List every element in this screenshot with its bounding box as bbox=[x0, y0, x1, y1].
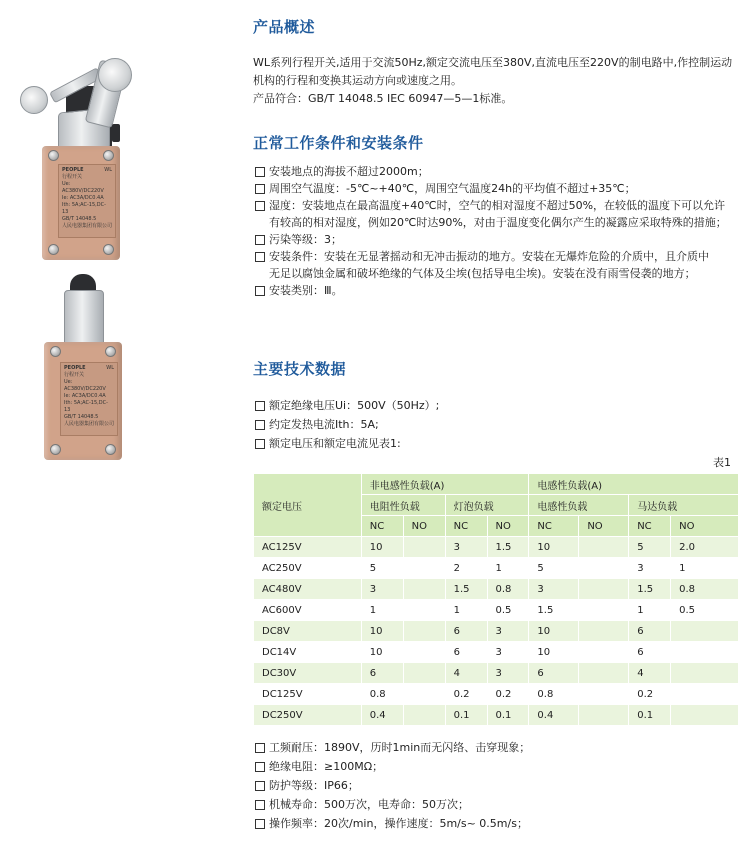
current-cell: 10 bbox=[361, 621, 403, 642]
current-cell: 0.2 bbox=[445, 684, 487, 705]
current-cell bbox=[579, 537, 629, 558]
current-cell: 0.5 bbox=[671, 600, 739, 621]
current-cell bbox=[403, 600, 445, 621]
list-item: 安装地点的海拔不超过2000m； bbox=[253, 163, 741, 180]
current-cell: 1.5 bbox=[487, 537, 529, 558]
checkbox-icon bbox=[255, 286, 265, 296]
current-cell bbox=[671, 705, 739, 726]
inductive-load-header: 电感性负载 bbox=[529, 495, 629, 516]
list-item: 防护等级：IP66； bbox=[253, 776, 741, 795]
voltage-cell: AC600V bbox=[254, 600, 362, 621]
current-cell: 0.1 bbox=[487, 705, 529, 726]
current-cell bbox=[403, 684, 445, 705]
current-cell: 1.5 bbox=[629, 579, 671, 600]
current-cell bbox=[579, 705, 629, 726]
checkbox-icon bbox=[255, 743, 265, 753]
voltage-cell: AC250V bbox=[254, 558, 362, 579]
overview-text: WL系列行程开关,适用于交流50Hz,额定交流电压至380V,直流电压至220V的制电路中,作控制运动机构的行程和变换其运动方向或速度之用。 bbox=[253, 56, 733, 87]
table-row bbox=[254, 579, 739, 600]
nc-header: NC bbox=[529, 516, 579, 537]
current-cell: 5 bbox=[629, 537, 671, 558]
no-header: NO bbox=[403, 516, 445, 537]
current-cell: 6 bbox=[629, 642, 671, 663]
list-item: 绝缘电阻：≥100MΩ； bbox=[253, 757, 741, 776]
list-item: 额定绝缘电压Ui：500V（50Hz）; bbox=[253, 396, 741, 415]
current-cell: 3 bbox=[487, 621, 529, 642]
brand-text: PEOPLE bbox=[62, 167, 84, 173]
current-cell bbox=[403, 705, 445, 726]
spec-line: Ie: AC3A/DC0.4A bbox=[62, 195, 104, 201]
current-cell bbox=[579, 600, 629, 621]
conditions-title: 正常工作条件和安装条件 bbox=[253, 134, 424, 152]
table-body bbox=[254, 537, 739, 726]
current-cell: 0.1 bbox=[445, 705, 487, 726]
current-cell: 6 bbox=[529, 663, 579, 684]
checkbox-icon bbox=[255, 420, 265, 430]
current-cell: 5 bbox=[361, 558, 403, 579]
motor-header: 马达负载 bbox=[629, 495, 739, 516]
voltage-cell: DC250V bbox=[254, 705, 362, 726]
list-item: 额定电压和额定电流见表1: bbox=[253, 434, 741, 453]
conditions-list bbox=[253, 163, 741, 299]
spec-line: GB/T 14048.5 bbox=[64, 414, 99, 420]
current-cell: 0.5 bbox=[487, 600, 529, 621]
table-row bbox=[254, 600, 739, 621]
checkbox-icon bbox=[255, 439, 265, 449]
checkbox-icon bbox=[255, 184, 265, 194]
current-cell bbox=[403, 537, 445, 558]
current-cell: 10 bbox=[361, 537, 403, 558]
spec-line: 人民电器集团有限公司 bbox=[62, 223, 113, 229]
checkbox-icon bbox=[255, 201, 265, 211]
nc-header: NC bbox=[445, 516, 487, 537]
plunger-switch-image bbox=[0, 270, 245, 470]
current-cell: 0.4 bbox=[361, 705, 403, 726]
current-cell: 0.2 bbox=[629, 684, 671, 705]
voltage-cell: AC125V bbox=[254, 537, 362, 558]
nameplate bbox=[60, 362, 118, 436]
checkbox-icon bbox=[255, 252, 265, 262]
current-cell: 1 bbox=[361, 600, 403, 621]
current-cell: 1 bbox=[487, 558, 529, 579]
table-row bbox=[254, 684, 739, 705]
current-cell: 1.5 bbox=[529, 600, 579, 621]
current-cell: 6 bbox=[361, 663, 403, 684]
table-row bbox=[254, 558, 739, 579]
voltage-cell: AC480V bbox=[254, 579, 362, 600]
tech-title: 主要技术数据 bbox=[253, 360, 347, 378]
checkbox-icon bbox=[255, 781, 265, 791]
no-header: NO bbox=[671, 516, 739, 537]
current-cell: 0.8 bbox=[671, 579, 739, 600]
no-header: NO bbox=[487, 516, 529, 537]
overview-paragraph bbox=[253, 54, 733, 108]
inductive-header: 电感性负载(A) bbox=[529, 474, 739, 495]
overview-title: 产品概述 bbox=[253, 18, 316, 36]
current-cell: 1 bbox=[445, 600, 487, 621]
current-cell: 0.2 bbox=[487, 684, 529, 705]
roller-lever-switch-image bbox=[0, 0, 245, 270]
list-item: 周围空气温度：-5℃~+40℃，周围空气温度24h的平均值不超过+35℃； bbox=[253, 180, 741, 197]
current-cell bbox=[403, 663, 445, 684]
current-cell: 6 bbox=[445, 621, 487, 642]
noninductive-header: 非电感性负载(A) bbox=[361, 474, 529, 495]
table-row bbox=[254, 663, 739, 684]
table-row bbox=[254, 642, 739, 663]
spec-line: Ue: AC380V/DC220V bbox=[64, 379, 106, 392]
current-cell: 2 bbox=[445, 558, 487, 579]
spec-line: Ith: 5A;AC-15,DC-13 bbox=[62, 202, 106, 215]
list-item: 操作频率：20次/min，操作速度：5m/s~ 0.5m/s； bbox=[253, 814, 741, 833]
current-cell: 0.8 bbox=[529, 684, 579, 705]
model-text: WL bbox=[104, 167, 112, 173]
current-cell: 3 bbox=[629, 558, 671, 579]
nameplate bbox=[58, 164, 116, 238]
current-cell bbox=[579, 558, 629, 579]
model-text: WL bbox=[106, 365, 114, 371]
current-cell: 3 bbox=[361, 579, 403, 600]
current-cell: 6 bbox=[445, 642, 487, 663]
current-cell: 4 bbox=[629, 663, 671, 684]
current-cell: 0.4 bbox=[529, 705, 579, 726]
current-cell: 10 bbox=[529, 621, 579, 642]
current-cell: 10 bbox=[361, 642, 403, 663]
current-cell: 5 bbox=[529, 558, 579, 579]
table-caption: 表1 bbox=[713, 456, 731, 469]
current-cell: 3 bbox=[529, 579, 579, 600]
table-row bbox=[254, 705, 739, 726]
rated-voltage-header: 额定电压 bbox=[254, 474, 362, 537]
current-cell bbox=[579, 579, 629, 600]
list-item: 污染等级：3； bbox=[253, 231, 741, 248]
current-cell: 1.5 bbox=[445, 579, 487, 600]
spec-line: GB/T 14048.5 bbox=[62, 216, 97, 222]
product-name: 行程开关 bbox=[62, 174, 83, 180]
product-images bbox=[0, 0, 245, 855]
current-cell bbox=[403, 642, 445, 663]
current-cell: 2.0 bbox=[671, 537, 739, 558]
current-cell bbox=[403, 621, 445, 642]
current-cell: 10 bbox=[529, 642, 579, 663]
nc-header: NC bbox=[629, 516, 671, 537]
voltage-cell: DC30V bbox=[254, 663, 362, 684]
list-item: 工频耐压：1890V，历时1min而无闪络、击穿现象； bbox=[253, 738, 741, 757]
current-cell bbox=[579, 684, 629, 705]
no-header: NO bbox=[579, 516, 629, 537]
checkbox-icon bbox=[255, 762, 265, 772]
list-item: 机械寿命：500万次，电寿命：50万次； bbox=[253, 795, 741, 814]
list-item: 安装条件：安装在无显著摇动和无冲击振动的地方。安装在无爆炸危险的介质中，且介质中 无足以腐蚀金属和破坏绝缘的气体及尘埃(包括导电尘埃)。安装在没有雨雪侵袭的地方； bbox=[253, 248, 741, 282]
current-cell: 3 bbox=[487, 642, 529, 663]
current-cell: 3 bbox=[487, 663, 529, 684]
current-cell bbox=[579, 663, 629, 684]
nc-header: NC bbox=[361, 516, 403, 537]
current-cell: 3 bbox=[445, 537, 487, 558]
checkbox-icon bbox=[255, 235, 265, 245]
current-cell bbox=[671, 663, 739, 684]
current-cell bbox=[403, 558, 445, 579]
current-cell: 0.1 bbox=[629, 705, 671, 726]
table-row bbox=[254, 537, 739, 558]
rating-table bbox=[253, 473, 739, 726]
current-cell bbox=[579, 621, 629, 642]
overview-standard: 产品符合：GB/T 14048.5 IEC 60947—5—1标准。 bbox=[253, 92, 513, 105]
checkbox-icon bbox=[255, 401, 265, 411]
resistive-header: 电阻性负载 bbox=[361, 495, 445, 516]
checkbox-icon bbox=[255, 819, 265, 829]
brand-text: PEOPLE bbox=[64, 365, 86, 371]
current-cell: 10 bbox=[529, 537, 579, 558]
voltage-cell: DC125V bbox=[254, 684, 362, 705]
current-cell: 6 bbox=[629, 621, 671, 642]
specs-list bbox=[253, 738, 741, 833]
spec-line: 人民电器集团有限公司 bbox=[64, 421, 115, 427]
checkbox-icon bbox=[255, 167, 265, 177]
checkbox-icon bbox=[255, 800, 265, 810]
lamp-header: 灯泡负载 bbox=[445, 495, 529, 516]
current-cell bbox=[579, 642, 629, 663]
current-cell bbox=[671, 621, 739, 642]
current-cell: 1 bbox=[671, 558, 739, 579]
voltage-cell: DC14V bbox=[254, 642, 362, 663]
product-name: 行程开关 bbox=[64, 372, 85, 378]
tech-list bbox=[253, 396, 741, 453]
current-cell: 1 bbox=[629, 600, 671, 621]
voltage-cell: DC8V bbox=[254, 621, 362, 642]
current-cell: 0.8 bbox=[361, 684, 403, 705]
list-item: 安装类别：Ⅲ。 bbox=[253, 282, 741, 299]
list-item: 湿度：安装地点在最高温度+40℃时，空气的相对湿度不超过50%，在较低的温度下可以允许 有较高的相对湿度，例如20℃时达90%，对由于温度变化偶尔产生的凝露应采取特殊的措施； bbox=[253, 197, 741, 231]
spec-line: Ue: AC380V/DC220V bbox=[62, 181, 104, 194]
current-cell bbox=[671, 642, 739, 663]
spec-line: Ith: 5A;AC-15,DC-13 bbox=[64, 400, 108, 413]
list-item: 约定发热电流Ith：5A; bbox=[253, 415, 741, 434]
current-cell bbox=[403, 579, 445, 600]
current-cell: 4 bbox=[445, 663, 487, 684]
current-cell: 0.8 bbox=[487, 579, 529, 600]
table-row bbox=[254, 621, 739, 642]
spec-line: Ie: AC3A/DC0.4A bbox=[64, 393, 106, 399]
current-cell bbox=[671, 684, 739, 705]
